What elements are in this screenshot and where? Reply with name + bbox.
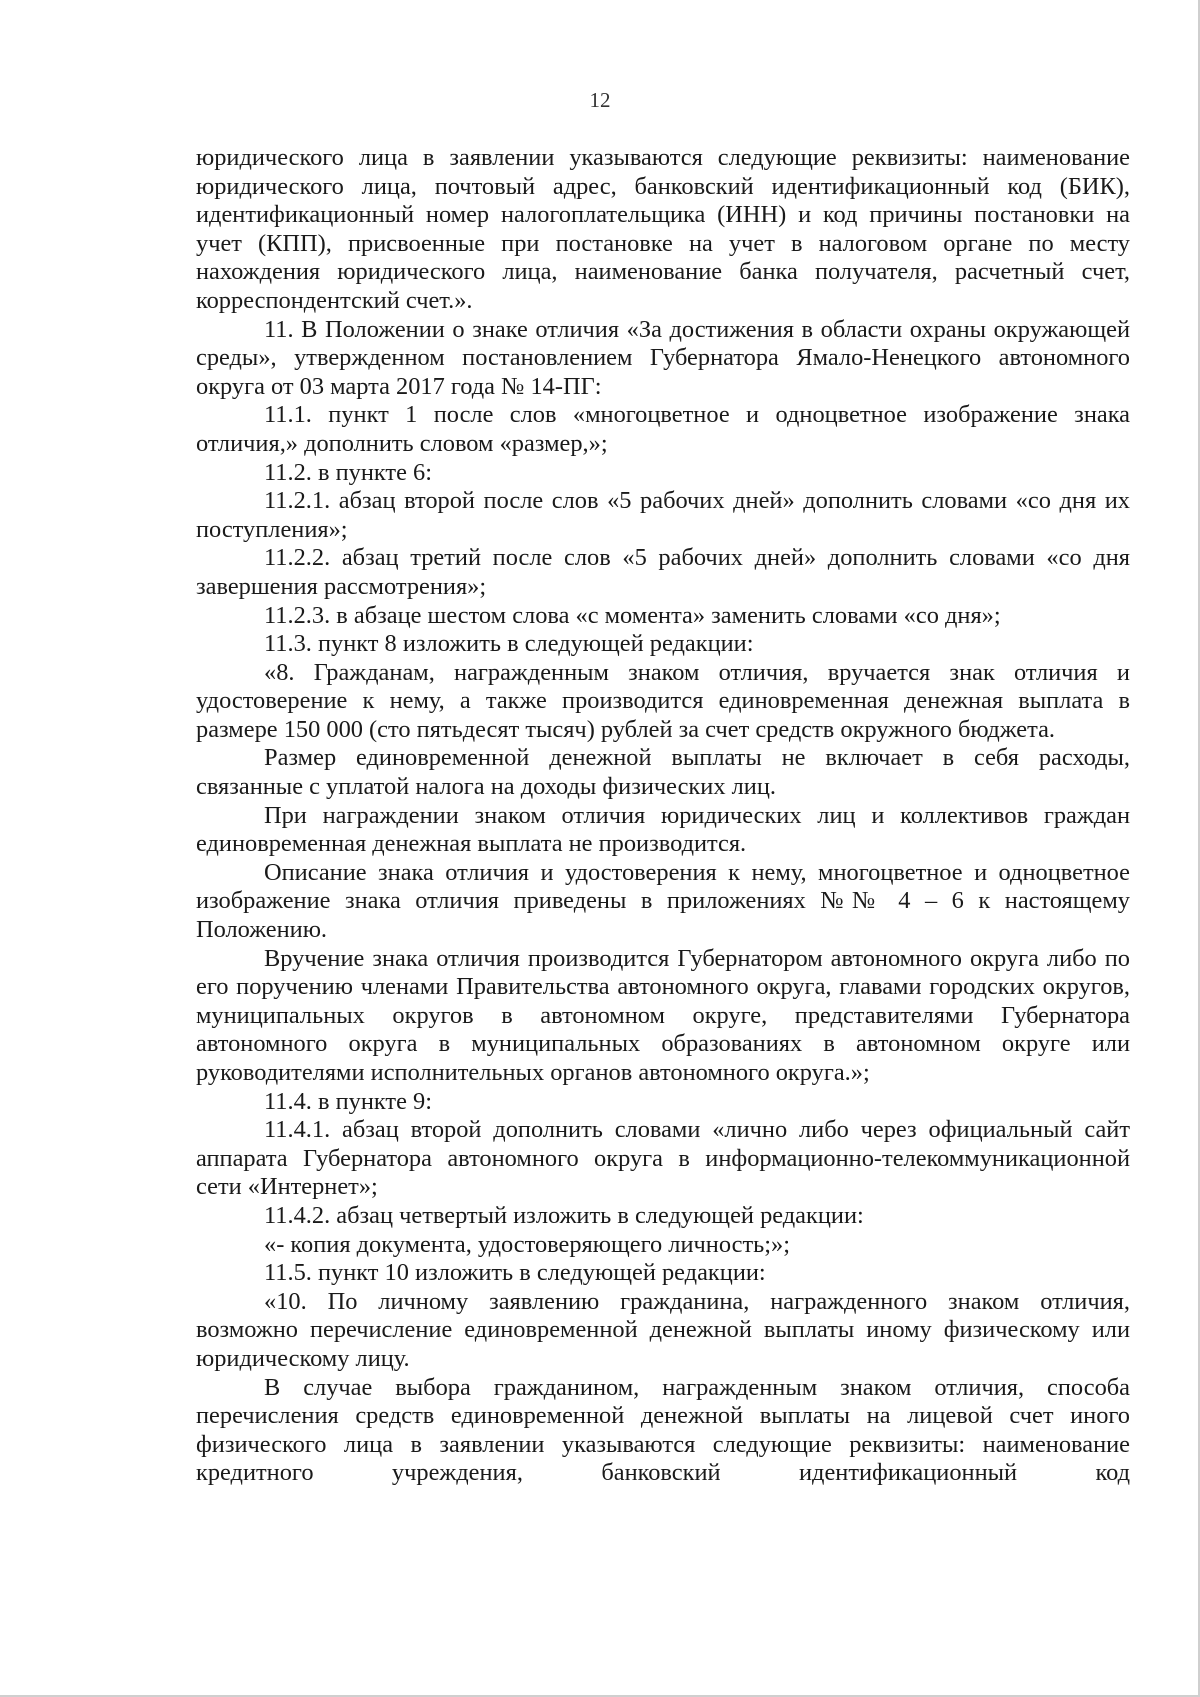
- paragraph-p8: «8. Гражданам, награжденным знаком отличия, вручается знак отличия и удостоверение к нему, а также производится единовременная денежная выплата в размере 150 000 (сто пятьдесят тысяч) рублей за счет средств окружного бюджета.: [196, 658, 1130, 743]
- paragraph-p7: 11.3. пункт 8 изложить в следующей редакции:: [264, 630, 754, 658]
- paragraph-p17: 11.5. пункт 10 изложить в следующей редакции:: [264, 1259, 766, 1287]
- paragraph-p16: «- копия документа, удостоверяющего личность;»;: [264, 1230, 790, 1258]
- paragraph-p3: 11.2. в пункте 6:: [264, 458, 432, 486]
- paragraph-p19: В случае выбора гражданином, награжденным знаком отличия, способа перечисления средств единовременной денежной выплаты на лицевой счет иного физического лица в заявлении указываются следующие реквизиты: наименование кредитного учреждения, банковский идентификационный код: [196, 1373, 1130, 1487]
- paragraph-p4: 11.2.1. абзац второй после слов «5 рабочих дней» дополнить словами «со дня их поступления»;: [196, 487, 1130, 543]
- paragraph-p12: Вручение знака отличия производится Губернатором автономного округа либо по его поручению членами Правительства автономного округа, главами городских округов, муниципальных округов в автономном округе, представителями Губернатора автономного округа в муниципальных образованиях в автономном округе или руководителями исполнительных органов автономного округа.»;: [196, 944, 1130, 1086]
- paragraph-p6: 11.2.3. в абзаце шестом слова «с момента» заменить словами «со дня»;: [264, 601, 1001, 629]
- paragraph-p2: 11.1. пункт 1 после слов «многоцветное и одноцветное изображение знака отличия,» дополнить словом «размер,»;: [196, 401, 1130, 457]
- paragraph-p9: Размер единовременной денежной выплаты не включает в себя расходы, связанные с уплатой налога на доходы физических лиц.: [196, 744, 1130, 801]
- paragraph-p15: 11.4.2. абзац четвертый изложить в следующей редакции:: [264, 1201, 864, 1229]
- paragraph-p13: 11.4. в пункте 9:: [264, 1087, 432, 1115]
- paragraph-p10: При награждении знаком отличия юридических лиц и коллективов граждан единовременная денежная выплата не производится.: [196, 801, 1130, 858]
- paragraph-p11: Описание знака отличия и удостоверения к нему, многоцветное и одноцветное изображение знака отличия приведены в приложениях №№ 4 – 6 к настоящему Положению.: [196, 858, 1130, 944]
- document-body: [196, 144, 1130, 1488]
- paragraph-p18: «10. По личному заявлению гражданина, награжденного знаком отличия, возможно перечисление единовременной денежной выплаты иному физическому или юридическому лицу.: [196, 1287, 1130, 1372]
- page-number: 12: [589, 88, 611, 112]
- paragraph-p0: юридического лица в заявлении указываются следующие реквизиты: наименование юридического лица, почтовый адрес, банковский идентификационный код (БИК), идентификационный номер налогоплательщика (ИНН) и код причины постановки на учет (КПП), присвоенные при постановке на учет в налоговом органе по месту нахождения юридического лица, наименование банка получателя, расчетный счет, корреспондентский счет.».: [196, 144, 1130, 314]
- paragraph-p1: 11. В Положении о знаке отличия «За достижения в области охраны окружающей среды», утвержденном постановлением Губернатора Ямало-Ненецкого автономного округа от 03 марта 2017 года № 14-ПГ:: [196, 315, 1130, 400]
- paragraph-p5: 11.2.2. абзац третий после слов «5 рабочих дней» дополнить словами «со дня завершения рассмотрения»;: [196, 544, 1130, 600]
- paragraph-p14: 11.4.1. абзац второй дополнить словами «лично либо через официальный сайт аппарата Губернатора автономного округа в информационно-телекоммуникационной сети «Интернет»;: [196, 1116, 1130, 1201]
